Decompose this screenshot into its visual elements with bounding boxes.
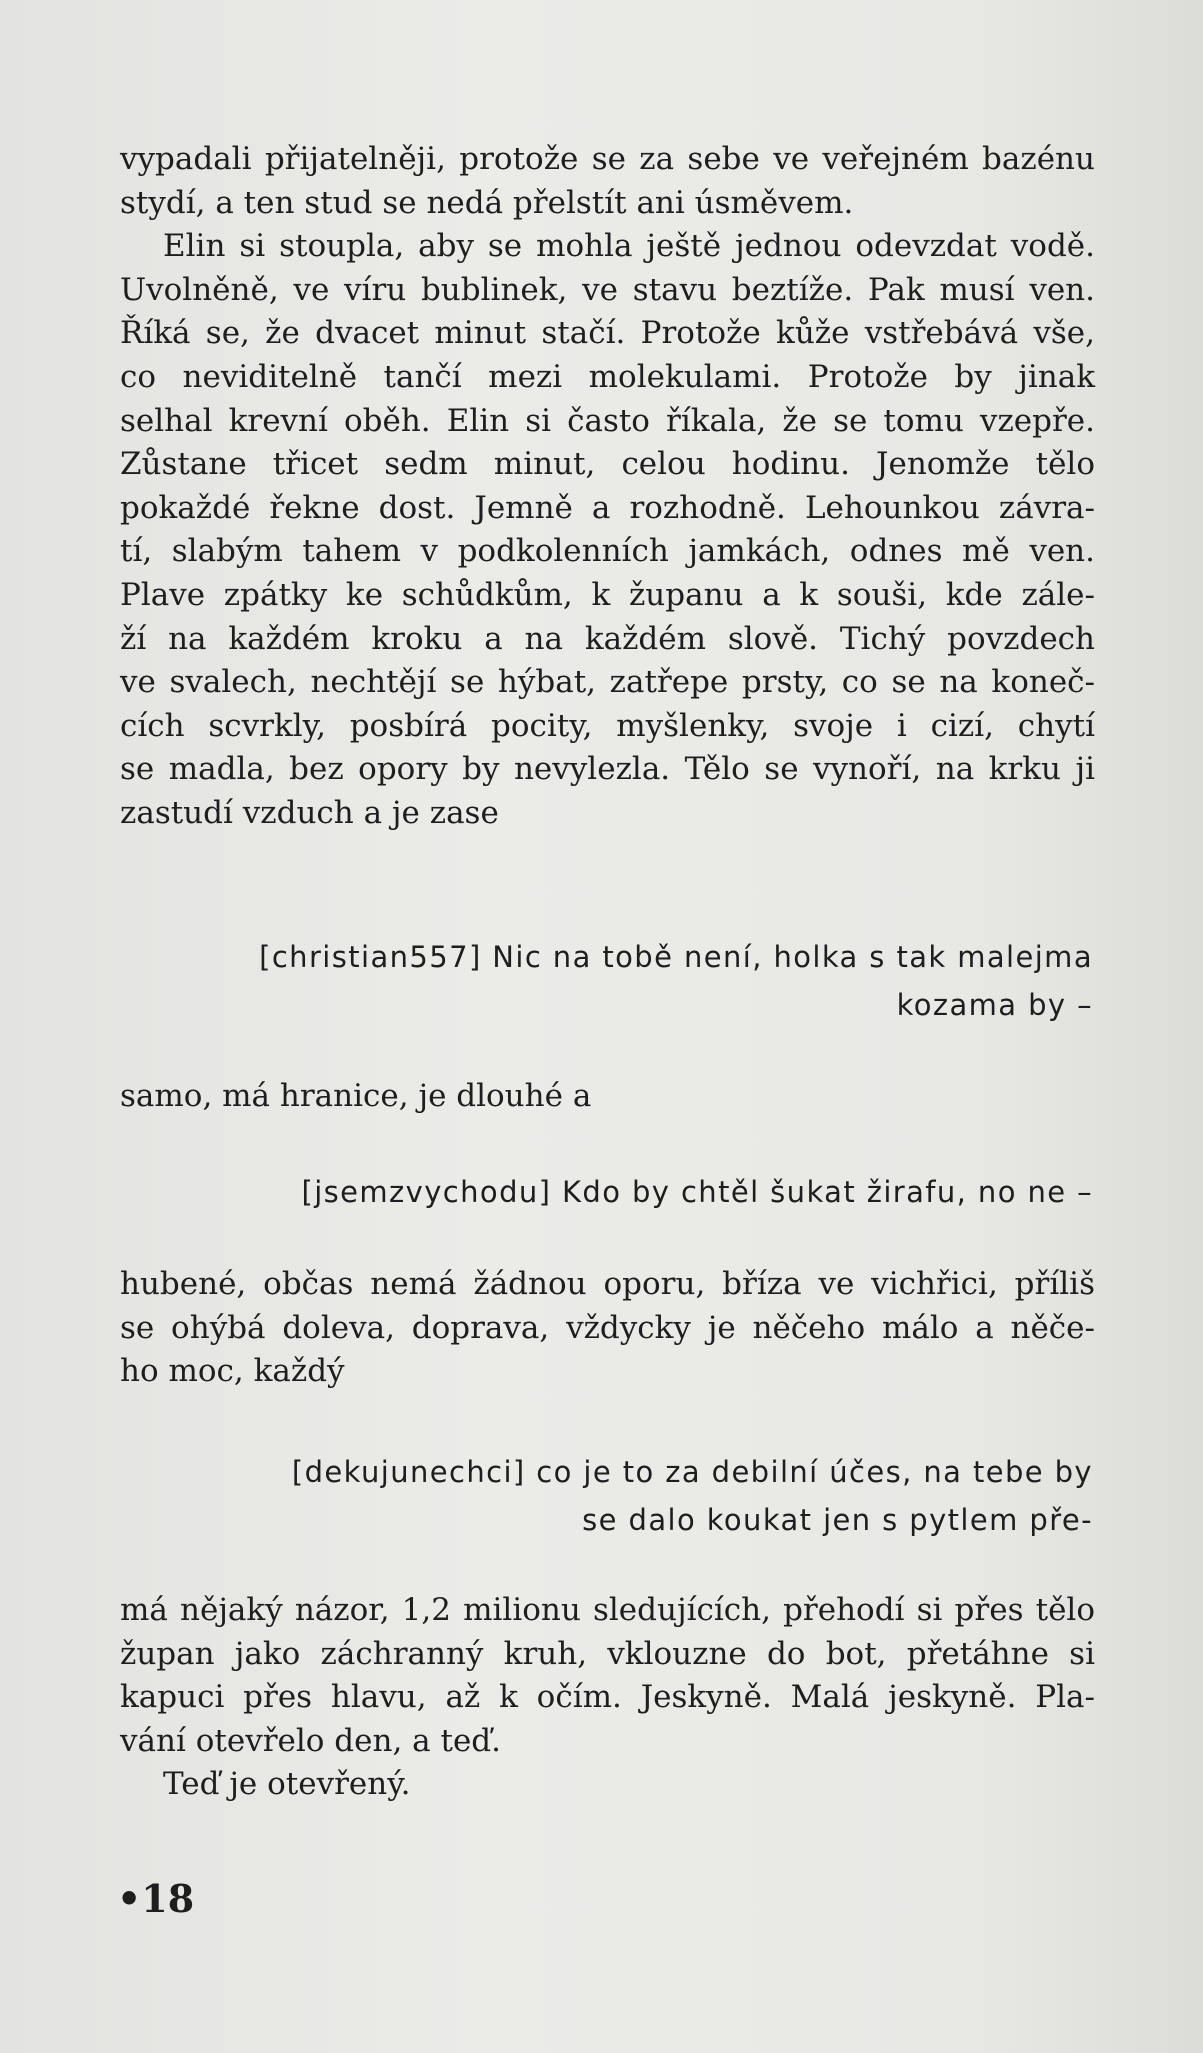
- text-line: vypadali přijatelněji, protože se za sebe ve veřejném bazénu: [120, 141, 1095, 177]
- text-line: pokaždé řekne dost. Jemně a rozhodně. Lehounkou závra-: [120, 489, 1095, 526]
- chat-line: [jsemzvychodu] Kdo by chtěl šukat žirafu, no ne –: [301, 1175, 1093, 1209]
- chat-line: se dalo koukat jen s pytlem pře-: [582, 1503, 1093, 1537]
- text-line: hubené, občas nemá žádnou oporu, bříza ve vichřici, příliš: [120, 1266, 1095, 1302]
- chat-line: [christian557] Nic na tobě není, holka s tak malejma: [259, 940, 1093, 974]
- paragraph-block-1: [120, 138, 1095, 836]
- text-line: samo, má hranice, je dlouhé a: [120, 1078, 592, 1114]
- text-line: Elin si stoupla, aby se mohla ještě jednou odevzdat vodě.: [163, 228, 1095, 265]
- paragraph-block-3: [120, 1263, 1095, 1394]
- text-line: cích scvrkly, posbírá pocity, myšlenky, svoje i cizí, chytí: [120, 707, 1095, 744]
- text-line: ží na každém kroku a na každém slově. Tichý povzdech: [120, 620, 1095, 657]
- text-line: Teď je otevřený.: [163, 1766, 411, 1803]
- text-line: Zůstane třicet sedm minut, celou hodinu. Jenomže tělo: [120, 446, 1095, 483]
- paragraph-block-2: [120, 1075, 1095, 1119]
- text-line: stydí, a ten stud se nedá přelstít ani úsměvem.: [120, 184, 854, 221]
- chat-message-1: [259, 933, 1093, 1029]
- text-line: selhal krevní oběh. Elin si často říkala, že se tomu vzepře.: [120, 402, 1095, 439]
- text-line: Říká se, že dvacet minut stačí. Protože kůže vstřebává vše,: [120, 315, 1095, 352]
- paragraph-block-4: [120, 1589, 1095, 1807]
- text-line: kapuci přes hlavu, až k očím. Jeskyně. Malá jeskyně. Pla-: [120, 1679, 1095, 1716]
- chat-message-3: [292, 1448, 1093, 1544]
- chat-line: [dekujunechci] co je to za debilní účes, na tebe by: [291, 1455, 1093, 1489]
- text-line: tí, slabým tahem v podkolenních jamkách, odnes mě ven.: [120, 533, 1095, 570]
- text-line: ve svalech, nechtějí se hýbat, zatřepe prsty, co se na koneč-: [120, 664, 1095, 701]
- text-line: ho moc, každý: [120, 1353, 345, 1390]
- text-line: Uvolněně, ve víru bublinek, ve stavu beztíže. Pak musí ven.: [120, 271, 1095, 308]
- text-line: Plave zpátky ke schůdkům, k županu a k souši, kde zále-: [120, 576, 1095, 613]
- text-line: se ohýbá doleva, doprava, vždycky je něčeho málo a něče-: [120, 1309, 1095, 1346]
- text-line: zastudí vzduch a je zase: [120, 794, 499, 831]
- chat-message-2: [301, 1168, 1093, 1216]
- text-line: se madla, bez opory by nevylezla. Tělo se vynoří, na krku ji: [120, 751, 1095, 788]
- page-number: •18: [117, 1876, 195, 1921]
- text-line: má nějaký názor, 1,2 milionu sledujících, přehodí si přes tělo: [120, 1592, 1095, 1628]
- text-line: župan jako záchranný kruh, vklouzne do bot, přetáhne si: [120, 1635, 1095, 1672]
- text-line: vání otevřelo den, a teď.: [120, 1722, 502, 1759]
- chat-line: kozama by –: [896, 988, 1093, 1022]
- text-line: co neviditelně tančí mezi molekulami. Protože by jinak: [120, 358, 1095, 395]
